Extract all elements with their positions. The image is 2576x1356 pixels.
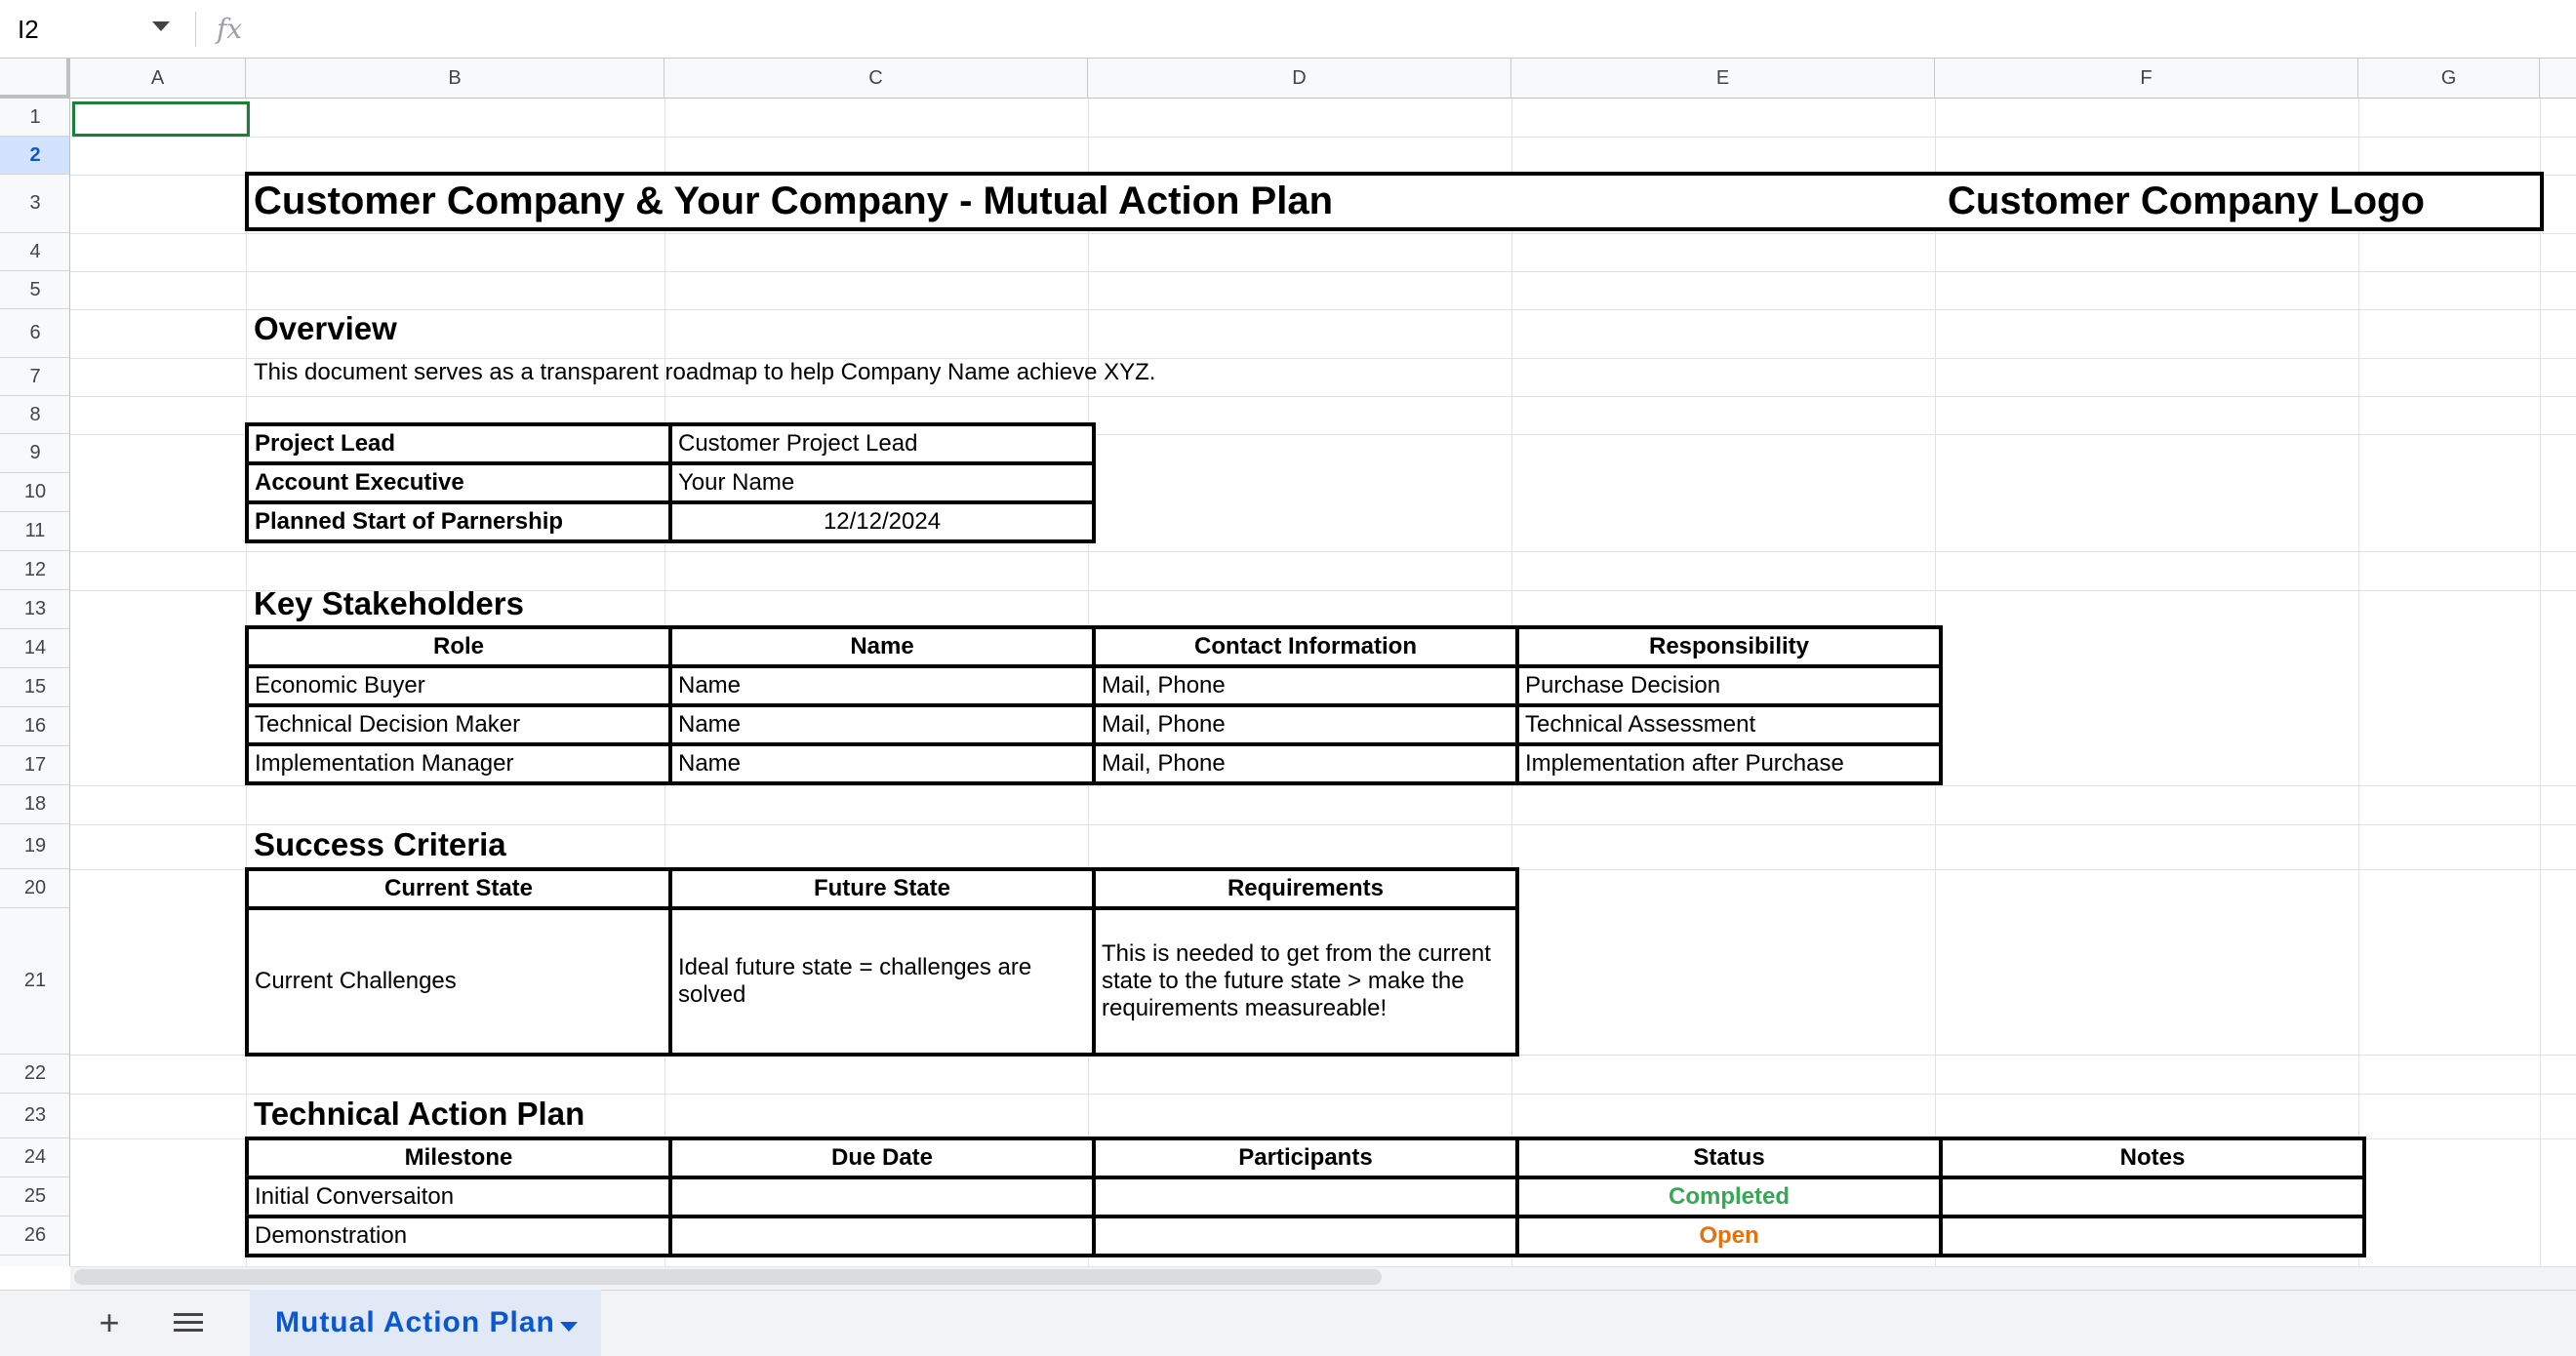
notes-cell[interactable]	[1941, 1216, 2364, 1256]
status-badge[interactable]: Open	[1517, 1216, 1941, 1256]
overview-description: This document serves as a transparent roadmap to help Company Name achieve XYZ.	[254, 359, 1156, 385]
milestone-cell[interactable]: Initial Conversaiton	[247, 1177, 670, 1216]
row-header-4[interactable]: 4	[0, 233, 70, 271]
due-date-cell[interactable]	[670, 1177, 1094, 1216]
overview-value[interactable]: 12/12/2024	[670, 502, 1094, 541]
row-header-8[interactable]: 8	[0, 396, 70, 434]
row-header-2[interactable]: 2	[0, 137, 70, 175]
stakeholders-heading: Key Stakeholders	[254, 585, 524, 621]
name-box[interactable]: I2	[18, 15, 39, 44]
success-heading: Success Criteria	[254, 826, 506, 862]
overview-heading: Overview	[254, 310, 397, 346]
row-header-22[interactable]: 22	[0, 1055, 70, 1094]
column-header-d[interactable]: D	[1088, 59, 1511, 99]
row-header-15[interactable]: 15	[0, 668, 70, 707]
table-cell[interactable]: Mail, Phone	[1094, 744, 1517, 783]
all-sheets-menu-icon[interactable]	[170, 1303, 209, 1342]
column-header-c[interactable]: C	[664, 59, 1088, 99]
row-header-26[interactable]: 26	[0, 1216, 70, 1256]
row-header-12[interactable]: 12	[0, 551, 70, 590]
row-header-14[interactable]: 14	[0, 629, 70, 668]
row-header-bar	[0, 99, 70, 1266]
table-cell[interactable]: Technical Decision Maker	[247, 705, 670, 744]
overview-label[interactable]: Project Lead	[247, 424, 670, 463]
table-cell[interactable]: Name	[670, 705, 1094, 744]
fx-icon: fx	[217, 13, 243, 45]
table-row	[247, 502, 1094, 541]
table-header-row	[247, 627, 1941, 666]
overview-label[interactable]: Planned Start of Parnership	[247, 502, 670, 541]
page-title: Customer Company & Your Company - Mutual Action Plan	[254, 179, 1334, 222]
row-header-10[interactable]: 10	[0, 473, 70, 512]
row-header-21[interactable]: 21	[0, 908, 70, 1055]
row-header-23[interactable]: 23	[0, 1094, 70, 1138]
table-row	[247, 424, 1094, 463]
column-title[interactable]: Notes	[1941, 1138, 2364, 1177]
table-row	[247, 705, 1941, 744]
row-header-24[interactable]: 24	[0, 1138, 70, 1177]
column-title[interactable]: Milestone	[247, 1138, 670, 1177]
table-cell[interactable]: Implementation after Purchase	[1517, 744, 1941, 783]
row-header-9[interactable]: 9	[0, 434, 70, 473]
milestone-cell[interactable]: Demonstration	[247, 1216, 670, 1256]
action-plan-table	[245, 1137, 2366, 1257]
table-cell[interactable]: Mail, Phone	[1094, 666, 1517, 705]
overview-value[interactable]: Customer Project Lead	[670, 424, 1094, 463]
table-row	[247, 463, 1094, 502]
row-header-5[interactable]: 5	[0, 271, 70, 309]
formula-bar	[0, 0, 2576, 59]
column-title[interactable]: Due Date	[670, 1138, 1094, 1177]
participants-cell[interactable]	[1094, 1177, 1517, 1216]
column-header-bar	[70, 59, 2576, 99]
table-cell[interactable]: Economic Buyer	[247, 666, 670, 705]
table-cell[interactable]: Purchase Decision	[1517, 666, 1941, 705]
column-title[interactable]: Future State	[670, 869, 1094, 908]
row-header-16[interactable]: 16	[0, 707, 70, 746]
horizontal-scrollbar-thumb[interactable]	[74, 1269, 1382, 1285]
table-header-row	[247, 1138, 2364, 1177]
table-row	[247, 744, 1941, 783]
notes-cell[interactable]	[1941, 1177, 2364, 1216]
sheet-tab-label[interactable]: Mutual Action Plan	[275, 1306, 555, 1338]
column-header-g[interactable]: G	[2358, 59, 2540, 99]
row-header-13[interactable]: 13	[0, 590, 70, 629]
chevron-down-icon[interactable]	[152, 21, 170, 31]
action-plan-heading: Technical Action Plan	[254, 1096, 585, 1132]
column-title[interactable]: Requirements	[1094, 869, 1517, 908]
column-title[interactable]: Current State	[247, 869, 670, 908]
table-cell[interactable]: Current Challenges	[247, 908, 670, 1055]
overview-label[interactable]: Account Executive	[247, 463, 670, 502]
column-title[interactable]: Status	[1517, 1138, 1941, 1177]
table-row	[247, 666, 1941, 705]
column-header-a[interactable]: A	[70, 59, 246, 99]
overview-value[interactable]: Your Name	[670, 463, 1094, 502]
column-title[interactable]: Contact Information	[1094, 627, 1517, 666]
table-cell[interactable]: Name	[670, 744, 1094, 783]
row-header-18[interactable]: 18	[0, 785, 70, 824]
column-header-e[interactable]: E	[1511, 59, 1935, 99]
column-title[interactable]: Participants	[1094, 1138, 1517, 1177]
row-header-1[interactable]: 1	[0, 99, 70, 137]
column-title[interactable]: Role	[247, 627, 670, 666]
row-header-19[interactable]: 19	[0, 824, 70, 869]
status-badge[interactable]: Completed	[1517, 1177, 1941, 1216]
table-row	[247, 1216, 2364, 1256]
table-cell[interactable]: Mail, Phone	[1094, 705, 1517, 744]
sheet-tab-dropdown-icon[interactable]	[560, 1322, 578, 1332]
add-sheet-button[interactable]: +	[99, 1302, 120, 1342]
table-row	[247, 908, 1517, 1055]
table-cell[interactable]: Technical Assessment	[1517, 705, 1941, 744]
formula-bar-divider	[195, 12, 196, 47]
select-all-corner[interactable]	[0, 59, 70, 99]
success-table	[245, 867, 1519, 1057]
logo-placeholder: Customer Company Logo	[1948, 179, 2425, 222]
stakeholders-table	[245, 625, 1943, 785]
row-header-3[interactable]: 3	[0, 175, 70, 233]
table-cell[interactable]: Implementation Manager	[247, 744, 670, 783]
column-title[interactable]: Responsibility	[1517, 627, 1941, 666]
column-header-b[interactable]: B	[246, 59, 664, 99]
row-header-6[interactable]: 6	[0, 309, 70, 358]
participants-cell[interactable]	[1094, 1216, 1517, 1256]
table-cell[interactable]: Name	[670, 666, 1094, 705]
due-date-cell[interactable]	[670, 1216, 1094, 1256]
table-cell[interactable]: This is needed to get from the current state to the future state > make the requirements measureable!	[1094, 908, 1517, 1055]
overview-table	[245, 422, 1096, 543]
column-title[interactable]: Name	[670, 627, 1094, 666]
row-header-7[interactable]: 7	[0, 358, 70, 396]
table-header-row	[247, 869, 1517, 908]
table-cell[interactable]: Ideal future state = challenges are solved	[670, 908, 1094, 1055]
row-header-25[interactable]: 25	[0, 1177, 70, 1216]
row-header-11[interactable]: 11	[0, 512, 70, 551]
column-header-f[interactable]: F	[1935, 59, 2358, 99]
row-header-20[interactable]: 20	[0, 869, 70, 908]
row-header-17[interactable]: 17	[0, 746, 70, 785]
table-row	[247, 1177, 2364, 1216]
selected-cell-a1[interactable]	[72, 101, 250, 137]
